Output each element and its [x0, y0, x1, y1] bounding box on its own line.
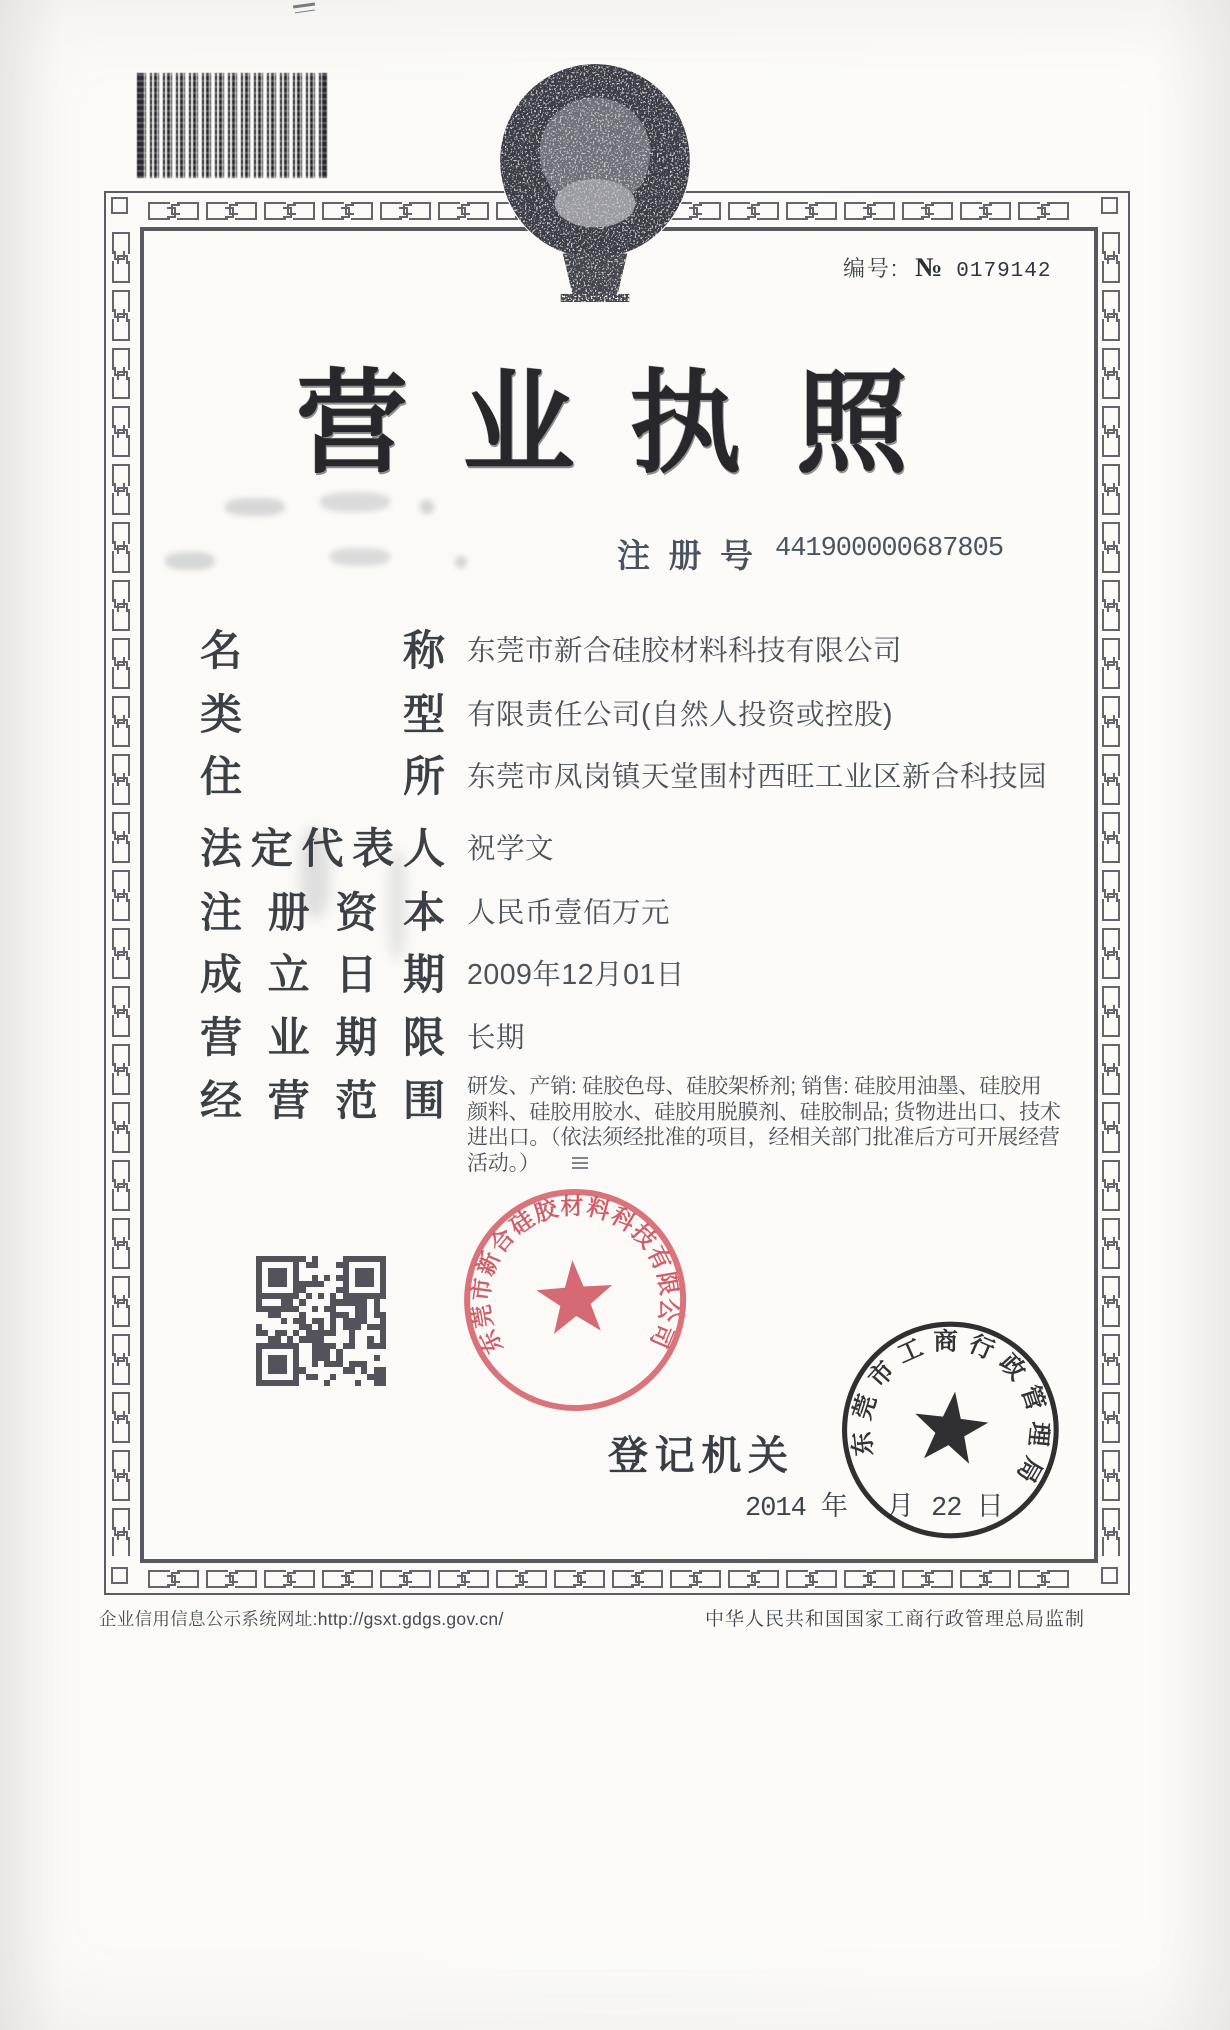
meander-unit: [112, 1450, 130, 1472]
scope-line: 进出口。（依法须经批准的项目，经相关部门批准后方可开展经营: [467, 1126, 1060, 1149]
meander-unit: [112, 1044, 130, 1066]
meander-unit: [112, 1218, 130, 1240]
field-row-term: [200, 1005, 525, 1065]
company-seal-text: 东莞市新合硅胶材料科技有限公司: [467, 1192, 683, 1358]
meander-unit: [1102, 696, 1120, 718]
meander-unit: [1102, 1392, 1120, 1414]
field-row-established: [200, 942, 685, 1002]
meander-unit: [112, 232, 130, 254]
meander-unit: [1102, 1479, 1120, 1501]
meander-unit: [815, 1570, 837, 1588]
meander-unit: [873, 202, 895, 220]
field-value: 2009年12月01日: [467, 959, 685, 991]
meander-unit: [989, 202, 1011, 220]
meander-unit: [1102, 609, 1120, 631]
scope-line: 颜料、硅胶用胶水、硅胶用脱膜剂、硅胶制品; 货物进出口、技术: [467, 1100, 1061, 1124]
meander-unit: [206, 202, 228, 220]
meander-unit: [112, 1276, 130, 1298]
meander-unit: [699, 1570, 721, 1588]
meander-unit: [112, 1363, 130, 1385]
field-row-scope: [200, 1068, 1061, 1176]
meander-unit: [1102, 754, 1120, 776]
border-corner-icon: [111, 197, 128, 214]
field-value: 有限责任公司(自然人投资或控股): [467, 699, 893, 731]
field-label: 经 营 范 围: [200, 1077, 445, 1124]
qr-code-icon: [256, 1256, 386, 1386]
meander-unit: [112, 870, 130, 892]
meander-unit: [1047, 1570, 1069, 1588]
meander-unit: [844, 1570, 866, 1588]
meander-unit: [438, 1570, 460, 1588]
meander-unit: [112, 493, 130, 515]
meander-unit: [351, 1570, 373, 1588]
correction-mark: [572, 1157, 588, 1169]
meander-unit: [1102, 1508, 1120, 1530]
meander-unit: [112, 783, 130, 805]
star-icon: [534, 1257, 615, 1335]
meander-unit: [1102, 1421, 1120, 1443]
meander-unit: [112, 261, 130, 283]
meander-unit: [112, 1421, 130, 1443]
field-value: 祝学文: [467, 833, 555, 865]
meander-unit: [873, 1570, 895, 1588]
scope-line: 研发、产销: 硅胶色母、硅胶架桥剂; 销售: 硅胶用油墨、硅胶用: [467, 1075, 1042, 1098]
meander-unit: [1018, 1570, 1040, 1588]
meander-unit: [1102, 232, 1120, 254]
company-seal-stamp: [447, 1170, 703, 1426]
meander-unit: [728, 202, 750, 220]
scope-line: 活动。）: [467, 1151, 540, 1175]
meander-unit: [1102, 986, 1120, 1008]
border-meander-bottom: [148, 1566, 1074, 1592]
field-value: 人民币壹佰万元: [467, 897, 671, 929]
meander-unit: [112, 986, 130, 1008]
meander-unit: [112, 1102, 130, 1124]
registration-number-label: 注 册 号: [617, 537, 753, 574]
meander-unit: [112, 522, 130, 544]
meander-unit: [112, 580, 130, 602]
public-info-url-note: 企业信用信息公示系统网址:http://gsxt.gdgs.gov.cn/: [99, 1609, 504, 1629]
meander-unit: [112, 754, 130, 776]
certificate-title: 营 业 执 照: [296, 361, 908, 486]
meander-unit: [235, 202, 257, 220]
numero-symbol: №: [915, 252, 943, 282]
border-meander-right: [1098, 232, 1124, 1556]
meander-unit: [112, 551, 130, 573]
field-label: 名 称: [200, 627, 445, 674]
meander-unit: [786, 1570, 808, 1588]
field-row-type: [200, 682, 893, 742]
meander-unit: [112, 899, 130, 921]
meander-unit: [1102, 464, 1120, 486]
border-meander-left: [108, 232, 134, 1556]
meander-unit: [112, 1305, 130, 1327]
field-row-name: [200, 618, 902, 678]
meander-unit: [380, 202, 402, 220]
meander-unit: [112, 1247, 130, 1269]
meander-unit: [112, 667, 130, 689]
meander-unit: [1102, 899, 1120, 921]
meander-unit: [554, 1570, 576, 1588]
meander-unit: [206, 1570, 228, 1588]
field-label: 注 册 资 本: [200, 889, 445, 936]
meander-unit: [112, 1479, 130, 1501]
scan-artifact: [225, 498, 285, 516]
issuing-authority-note: 中华人民共和国国家工商行政管理总局监制: [705, 1609, 1086, 1630]
meander-unit: [1102, 783, 1120, 805]
registration-number-value: 441900000687805: [775, 534, 1004, 564]
field-value: [467, 1068, 1061, 1176]
meander-unit: [264, 1570, 286, 1588]
field-row-capital: [200, 880, 670, 940]
meander-unit: [844, 202, 866, 220]
meander-unit: [148, 202, 170, 220]
meander-unit: [1102, 1363, 1120, 1385]
meander-unit: [112, 1508, 130, 1530]
meander-unit: [112, 1189, 130, 1211]
meander-unit: [989, 1570, 1011, 1588]
scan-artifact: [330, 548, 390, 566]
meander-unit: [438, 202, 460, 220]
meander-unit: [177, 1570, 199, 1588]
meander-unit: [112, 725, 130, 747]
field-label: 法 定 代 表 人: [200, 825, 445, 872]
meander-unit: [815, 202, 837, 220]
field-value: 东莞市新合硅胶材料科技有限公司: [467, 635, 903, 667]
national-emblem-icon: [493, 54, 697, 302]
issue-date-year: 2014 年: [745, 1494, 848, 1524]
meander-unit: [112, 1537, 130, 1556]
meander-unit: [1102, 580, 1120, 602]
scan-artifact: [293, 2, 315, 8]
star-icon: [910, 1387, 991, 1465]
meander-unit: [1102, 870, 1120, 892]
issue-date-month: 月: [887, 1494, 914, 1524]
scan-artifact: [420, 500, 434, 514]
meander-unit: [112, 1073, 130, 1095]
meander-unit: [112, 406, 130, 428]
meander-unit: [1102, 638, 1120, 660]
meander-unit: [1102, 667, 1120, 689]
meander-unit: [112, 696, 130, 718]
meander-unit: [1102, 493, 1120, 515]
meander-unit: [112, 1334, 130, 1356]
serial-label: 编号:: [843, 256, 900, 281]
meander-unit: [322, 1570, 344, 1588]
meander-unit: [351, 202, 373, 220]
qr-cell: [380, 1380, 386, 1386]
border-corner-icon: [1101, 1567, 1118, 1584]
meander-unit: [1102, 1537, 1120, 1556]
meander-unit: [1102, 1044, 1120, 1066]
meander-unit: [1102, 261, 1120, 283]
meander-unit: [931, 202, 953, 220]
serial-number: 0179142: [956, 260, 1052, 283]
issue-date-day: 22 日: [931, 1494, 1003, 1524]
meander-unit: [1102, 551, 1120, 573]
meander-unit: [1102, 406, 1120, 428]
meander-unit: [1047, 202, 1069, 220]
meander-unit: [1102, 1276, 1120, 1298]
field-value: 东莞市凤岗镇天堂围村西旺工业区新合科技园: [467, 761, 1048, 793]
meander-unit: [641, 1570, 663, 1588]
meander-unit: [902, 202, 924, 220]
meander-unit: [1102, 1218, 1120, 1240]
meander-unit: [112, 377, 130, 399]
meander-unit: [112, 1015, 130, 1037]
meander-unit: [1102, 928, 1120, 950]
scan-artifact: [455, 556, 467, 568]
meander-unit: [235, 1570, 257, 1588]
meander-unit: [112, 1160, 130, 1182]
border-corner-icon: [111, 1567, 128, 1584]
meander-unit: [380, 1570, 402, 1588]
meander-unit: [1102, 1015, 1120, 1037]
meander-unit: [612, 1570, 634, 1588]
meander-unit: [1102, 1160, 1120, 1182]
meander-unit: [1102, 957, 1120, 979]
meander-unit: [322, 202, 344, 220]
meander-unit: [467, 202, 489, 220]
field-label: 类 型: [200, 691, 445, 738]
scan-artifact: [165, 552, 215, 570]
meander-unit: [112, 812, 130, 834]
scan-artifact: [320, 492, 390, 512]
meander-unit: [112, 435, 130, 457]
meander-unit: [112, 348, 130, 370]
meander-unit: [112, 638, 130, 660]
meander-unit: [1102, 1102, 1120, 1124]
field-row-legal-rep: [200, 816, 554, 876]
meander-unit: [409, 1570, 431, 1588]
border-corner-icon: [1101, 197, 1118, 214]
meander-unit: [1102, 1247, 1120, 1269]
meander-unit: [112, 290, 130, 312]
meander-unit: [960, 202, 982, 220]
meander-unit: [112, 464, 130, 486]
meander-unit: [728, 1570, 750, 1588]
meander-unit: [264, 202, 286, 220]
meander-unit: [1102, 841, 1120, 863]
field-row-address: [200, 744, 1047, 804]
meander-unit: [1102, 1073, 1120, 1095]
meander-unit: [1018, 202, 1040, 220]
meander-unit: [1102, 812, 1120, 834]
meander-unit: [112, 928, 130, 950]
registry-seal-stamp: [820, 1303, 1081, 1564]
meander-unit: [112, 609, 130, 631]
barcode-icon: [137, 73, 327, 178]
meander-unit: [960, 1570, 982, 1588]
meander-unit: [757, 202, 779, 220]
meander-unit: [670, 1570, 692, 1588]
meander-unit: [177, 202, 199, 220]
serial-number-line: [843, 252, 1051, 283]
meander-unit: [467, 1570, 489, 1588]
meander-unit: [293, 202, 315, 220]
meander-unit: [148, 1570, 170, 1588]
meander-unit: [409, 202, 431, 220]
field-value: 长期: [467, 1022, 526, 1054]
meander-unit: [1102, 290, 1120, 312]
registration-number-line: [617, 530, 1003, 577]
meander-unit: [1102, 435, 1120, 457]
meander-unit: [1102, 725, 1120, 747]
meander-unit: [1102, 377, 1120, 399]
meander-unit: [902, 1570, 924, 1588]
meander-unit: [112, 1392, 130, 1414]
field-label: 营 业 期 限: [200, 1014, 445, 1061]
meander-unit: [112, 319, 130, 341]
meander-unit: [1102, 522, 1120, 544]
meander-unit: [1102, 1189, 1120, 1211]
meander-unit: [757, 1570, 779, 1588]
meander-unit: [583, 1570, 605, 1588]
meander-unit: [293, 1570, 315, 1588]
meander-unit: [1102, 1450, 1120, 1472]
meander-unit: [112, 841, 130, 863]
meander-unit: [699, 202, 721, 220]
meander-unit: [496, 1570, 518, 1588]
meander-unit: [931, 1570, 953, 1588]
field-label: 成 立 日 期: [200, 951, 445, 998]
field-label: 住 所: [200, 753, 445, 800]
meander-unit: [1102, 1305, 1120, 1327]
meander-unit: [786, 202, 808, 220]
registry-seal-text: 东莞市工商行政管理局: [847, 1328, 1053, 1495]
meander-unit: [1102, 1334, 1120, 1356]
meander-unit: [1102, 319, 1120, 341]
meander-unit: [525, 1570, 547, 1588]
meander-unit: [1102, 348, 1120, 370]
meander-unit: [1102, 1131, 1120, 1153]
registrar-label: 登 记 机 关: [608, 1434, 788, 1478]
meander-unit: [112, 957, 130, 979]
meander-unit: [112, 1131, 130, 1153]
